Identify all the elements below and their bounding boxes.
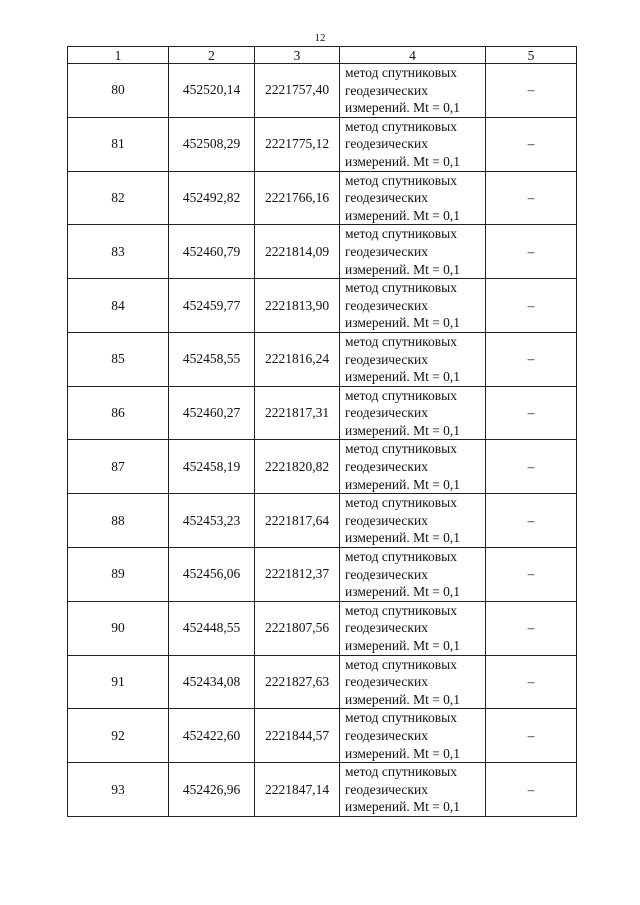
method-text-line: измерений. Mt = 0,1 (345, 207, 461, 223)
method-text-line: метод спутниковых (345, 441, 457, 457)
point-number-cell: 88 (68, 494, 169, 548)
method-text-line: геодезических (345, 190, 428, 206)
coordinate-y-cell: 2221812,37 (255, 548, 340, 602)
table-row (68, 386, 577, 440)
method-text-line: метод спутниковых (345, 280, 457, 296)
coordinate-x-cell: 452508,29 (169, 117, 255, 171)
coordinate-y-cell: 2221757,40 (255, 64, 340, 118)
page-number: 12 (314, 32, 326, 44)
method-text-line: метод спутниковых (345, 333, 457, 349)
note-cell: – (486, 655, 577, 709)
method-cell (340, 171, 486, 225)
method-text-line: измерений. Mt = 0,1 (345, 369, 461, 385)
coordinate-x-cell: 452426,96 (169, 763, 255, 817)
method-cell (340, 386, 486, 440)
table-row (68, 171, 577, 225)
point-number-cell: 84 (68, 279, 169, 333)
method-text-line: метод спутниковых (345, 172, 457, 188)
method-text-line: измерений. Mt = 0,1 (345, 745, 461, 761)
method-text-line: геодезических (345, 405, 428, 421)
method-text-line: измерений. Mt = 0,1 (345, 315, 461, 331)
table-row (68, 548, 577, 602)
coordinate-y-cell: 2221766,16 (255, 171, 340, 225)
coordinate-x-cell: 452434,08 (169, 655, 255, 709)
point-number-cell: 82 (68, 171, 169, 225)
method-text-line: измерений. Mt = 0,1 (345, 530, 461, 546)
header-col-2: 2 (169, 47, 255, 64)
table-row (68, 494, 577, 548)
coordinate-y-cell: 2221817,64 (255, 494, 340, 548)
method-text-line: геодезических (345, 459, 428, 475)
coordinate-y-cell: 2221820,82 (255, 440, 340, 494)
method-cell (340, 332, 486, 386)
header-col-1: 1 (68, 47, 169, 64)
coordinate-x-cell: 452459,77 (169, 279, 255, 333)
table-row (68, 709, 577, 763)
coordinate-x-cell: 452460,27 (169, 386, 255, 440)
coordinate-x-cell: 452422,60 (169, 709, 255, 763)
point-number-cell: 83 (68, 225, 169, 279)
method-cell (340, 655, 486, 709)
method-text-line: метод спутниковых (345, 387, 457, 403)
method-text-line: метод спутниковых (345, 226, 457, 242)
point-number-cell: 80 (68, 64, 169, 118)
method-text-line: метод спутниковых (345, 65, 457, 80)
note-cell: – (486, 386, 577, 440)
coordinate-y-cell: 2221813,90 (255, 279, 340, 333)
method-text-line: измерений. Mt = 0,1 (345, 422, 461, 438)
header-col-5: 5 (486, 47, 577, 64)
table-row (68, 225, 577, 279)
method-text-line: метод спутниковых (345, 656, 457, 672)
note-cell: – (486, 440, 577, 494)
method-text-line: измерений. Mt = 0,1 (345, 584, 461, 600)
table-body (68, 64, 577, 817)
point-number-cell: 89 (68, 548, 169, 602)
table-row (68, 279, 577, 333)
coordinate-y-cell: 2221775,12 (255, 117, 340, 171)
method-text-line: геодезических (345, 136, 428, 152)
method-text-line: метод спутниковых (345, 710, 457, 726)
coordinate-x-cell: 452460,79 (169, 225, 255, 279)
note-cell: – (486, 225, 577, 279)
table-row (68, 117, 577, 171)
point-number-cell: 93 (68, 763, 169, 817)
note-cell: – (486, 709, 577, 763)
note-cell: – (486, 332, 577, 386)
coordinate-x-cell: 452456,06 (169, 548, 255, 602)
coordinate-x-cell: 452453,23 (169, 494, 255, 548)
table-header-row (68, 47, 577, 64)
point-number-cell: 87 (68, 440, 169, 494)
method-text-line: геодезических (345, 727, 428, 743)
coordinate-x-cell: 452458,55 (169, 332, 255, 386)
coordinate-y-cell: 2221847,14 (255, 763, 340, 817)
method-cell (340, 601, 486, 655)
coordinate-y-cell: 2221816,24 (255, 332, 340, 386)
note-cell: – (486, 494, 577, 548)
point-number-cell: 92 (68, 709, 169, 763)
method-text-line: измерений. Mt = 0,1 (345, 638, 461, 653)
method-text-line: геодезических (345, 620, 428, 636)
coordinate-y-cell: 2221817,31 (255, 386, 340, 440)
method-cell (340, 225, 486, 279)
method-text-line: геодезических (345, 243, 428, 259)
method-cell (340, 279, 486, 333)
coordinate-x-cell: 452448,55 (169, 601, 255, 655)
coordinate-y-cell: 2221827,63 (255, 655, 340, 709)
method-text-line: геодезических (345, 82, 428, 98)
method-text-line: измерений. Mt = 0,1 (345, 100, 461, 116)
method-cell (340, 763, 486, 817)
method-text-line: измерений. Mt = 0,1 (345, 691, 461, 707)
method-text-line: геодезических (345, 297, 428, 313)
method-text-line: геодезических (345, 566, 428, 582)
table-row (68, 64, 577, 118)
point-number-cell: 90 (68, 601, 169, 655)
coordinate-y-cell: 2221844,57 (255, 709, 340, 763)
method-cell (340, 440, 486, 494)
point-number-cell: 85 (68, 332, 169, 386)
method-cell (340, 494, 486, 548)
method-text-line: метод спутниковых (345, 118, 457, 134)
method-text-line: измерений. Mt = 0,1 (345, 799, 461, 815)
note-cell: – (486, 279, 577, 333)
method-text-line: измерений. Mt = 0,1 (345, 476, 461, 492)
coordinate-x-cell: 452520,14 (169, 64, 255, 118)
note-cell: – (486, 548, 577, 602)
table-row (68, 440, 577, 494)
point-number-cell: 91 (68, 655, 169, 709)
method-text-line: геодезических (345, 674, 428, 690)
table-row (68, 332, 577, 386)
coordinate-y-cell: 2221807,56 (255, 601, 340, 655)
table-row (68, 601, 577, 655)
point-number-cell: 81 (68, 117, 169, 171)
note-cell: – (486, 64, 577, 118)
method-cell (340, 64, 486, 118)
method-cell (340, 117, 486, 171)
header-col-4: 4 (340, 47, 486, 64)
note-cell: – (486, 601, 577, 655)
method-text-line: метод спутниковых (345, 495, 457, 511)
note-cell: – (486, 117, 577, 171)
note-cell: – (486, 171, 577, 225)
note-cell: – (486, 763, 577, 817)
header-col-3: 3 (255, 47, 340, 64)
method-text-line: геодезических (345, 351, 428, 367)
coordinate-x-cell: 452492,82 (169, 171, 255, 225)
method-cell (340, 709, 486, 763)
method-text-line: геодезических (345, 512, 428, 528)
method-text-line: метод спутниковых (345, 764, 457, 780)
table-row (68, 763, 577, 817)
coordinate-y-cell: 2221814,09 (255, 225, 340, 279)
method-text-line: метод спутниковых (345, 602, 457, 618)
point-number-cell: 86 (68, 386, 169, 440)
table-row (68, 655, 577, 709)
method-text-line: измерений. Mt = 0,1 (345, 153, 461, 169)
method-text-line: метод спутниковых (345, 549, 457, 565)
method-text-line: измерений. Mt = 0,1 (345, 261, 461, 277)
coordinate-x-cell: 452458,19 (169, 440, 255, 494)
method-text-line: геодезических (345, 781, 428, 797)
coordinates-table (67, 46, 577, 817)
method-cell (340, 548, 486, 602)
